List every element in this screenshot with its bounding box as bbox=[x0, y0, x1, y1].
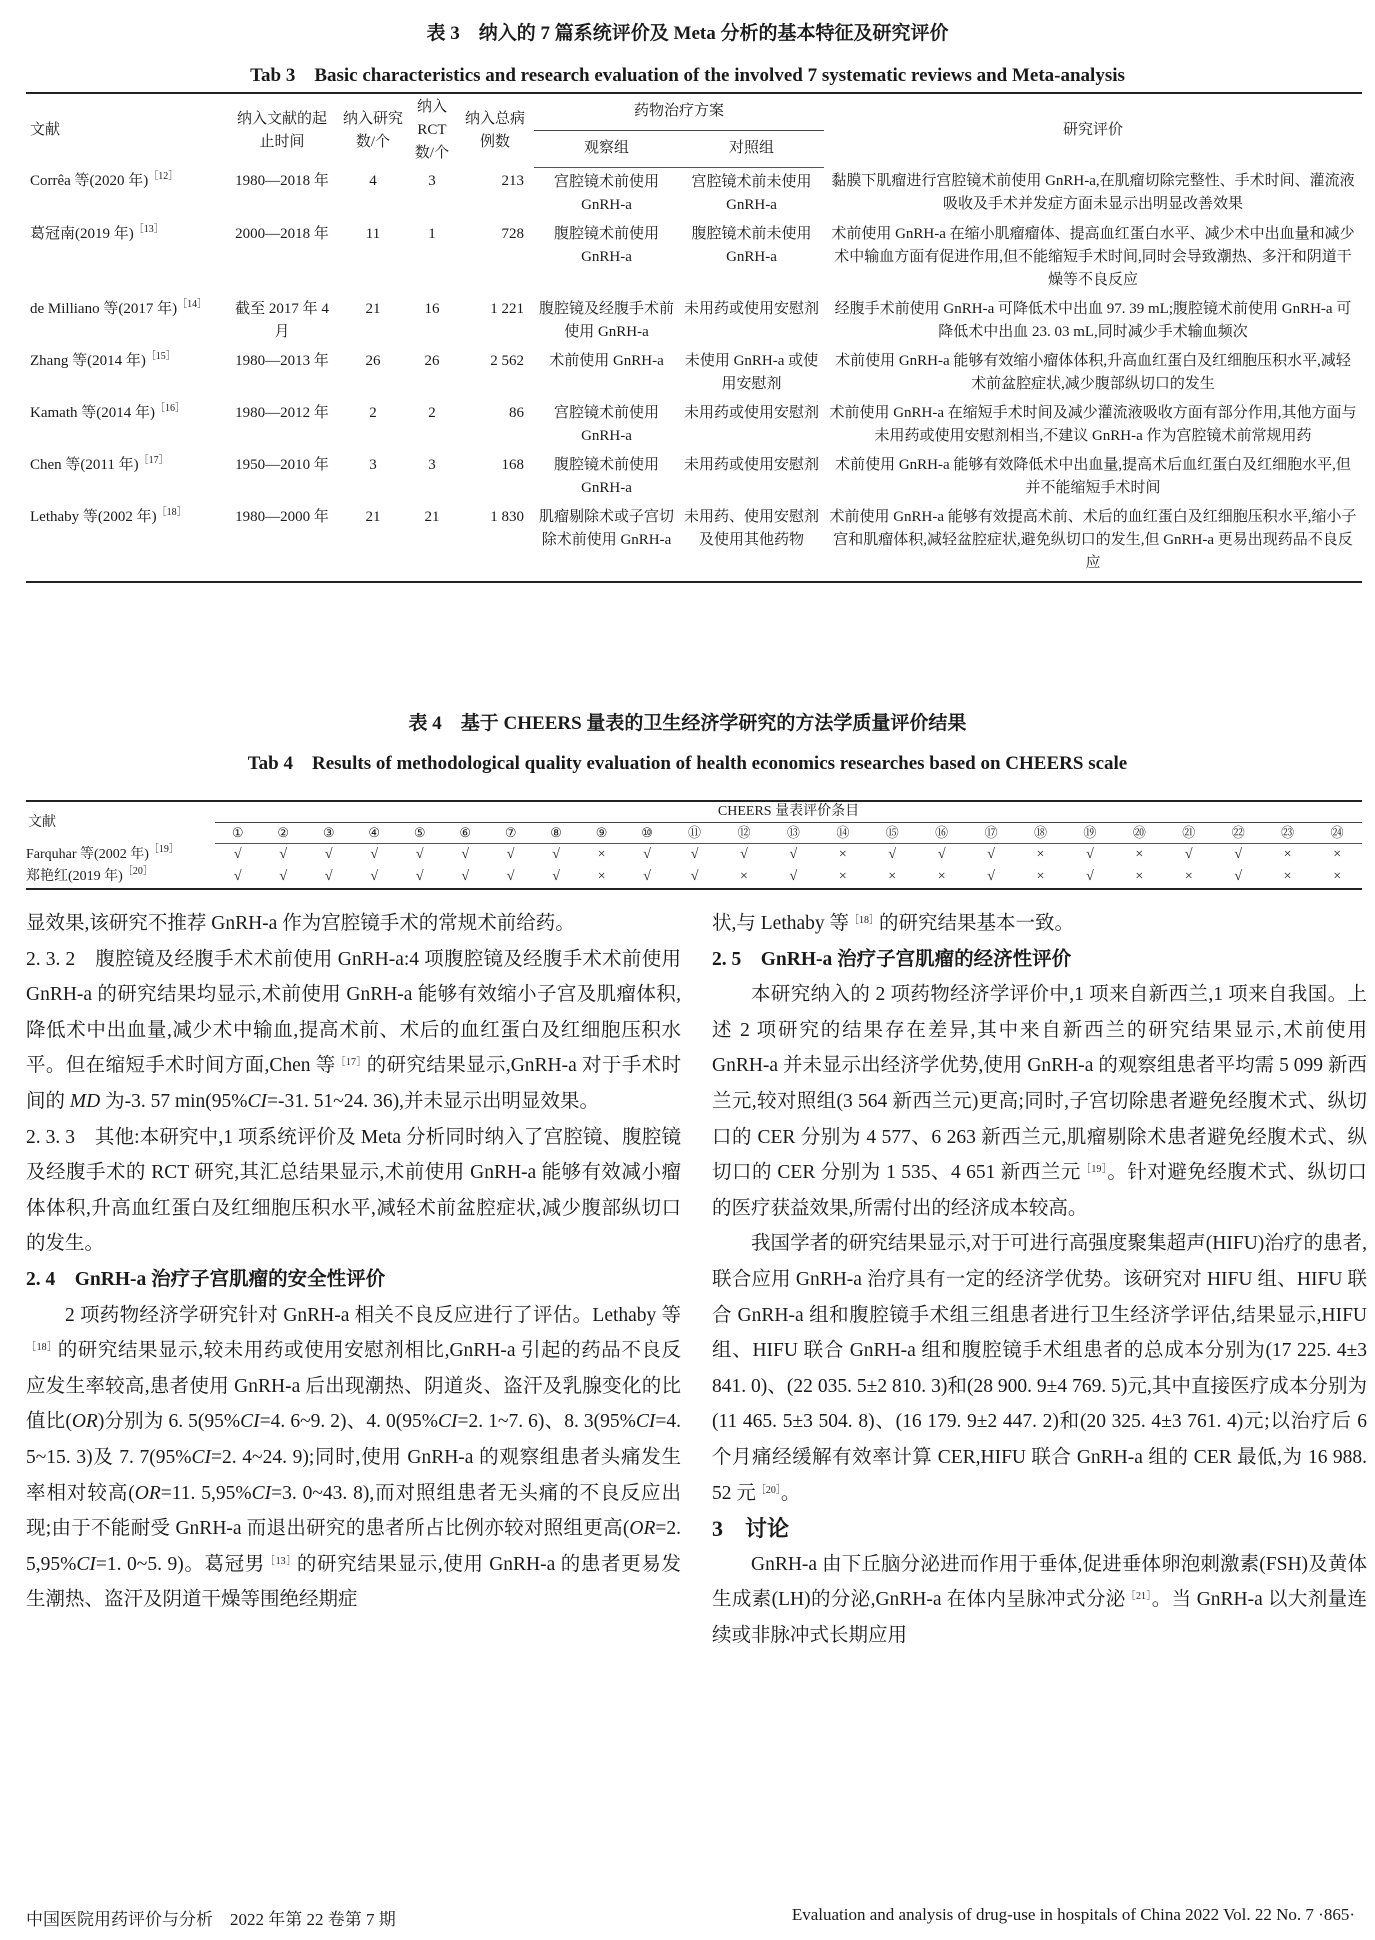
cell-rct bbox=[408, 451, 456, 503]
check-mark-icon: √ bbox=[397, 866, 442, 889]
tab3-caption-en: Tab 3 Basic characteristics and research evaluation of the involved 7 systematic reviews and Meta-analysis bbox=[250, 65, 1125, 86]
text: 。 bbox=[780, 1482, 801, 1504]
check-mark-icon: √ bbox=[690, 847, 699, 862]
text: =2. 1~7. 6)、8. 3(95% bbox=[457, 1411, 636, 1433]
paragraph bbox=[712, 1226, 1367, 1511]
header-cheers-items: CHEERS 量表评价条目 bbox=[215, 801, 1362, 823]
header-item: ⑩ bbox=[624, 823, 669, 844]
cell-cases-text: 1 830 bbox=[490, 508, 524, 525]
cell-studies-text: 21 bbox=[365, 300, 381, 317]
cell-studies bbox=[338, 399, 408, 451]
citation: ［15］ bbox=[145, 350, 176, 362]
cell-evaluation-text: 经腹手术前使用 GnRH-a 可降低术中出血 97. 39 mL;腹腔镜术前使用 GnRH-a 可降低术中出血 23. 03 mL,同时减少手术输血频次 bbox=[834, 300, 1352, 340]
check-mark-icon: √ bbox=[415, 847, 424, 862]
check-mark-icon: √ bbox=[937, 847, 946, 862]
citation: ［20］ bbox=[122, 866, 153, 877]
cell-reference-text: Kamath 等(2014 年) bbox=[30, 404, 155, 421]
citation: ［19］ bbox=[1080, 1164, 1108, 1176]
check-mark-icon: √ bbox=[506, 847, 515, 862]
cross-mark-icon: × bbox=[579, 866, 624, 889]
cell-evaluation-text: 术前使用 GnRH-a 能够有效缩小瘤体体积,升高血红蛋白及红细胞压积水平,减轻术前盆腔症状,减少腹部纵切口的发生 bbox=[835, 352, 1351, 392]
paragraph-2-3-2 bbox=[26, 942, 681, 1120]
cell-reference-text: Lethaby 等(2002 年) bbox=[30, 508, 157, 525]
cell-evaluation bbox=[824, 220, 1362, 295]
cell-evaluation-text: 术前使用 GnRH-a 能够有效降低术中出血量,提高术后血红蛋白及红细胞水平,但并不能缩短手术时间 bbox=[835, 456, 1351, 496]
check-mark-icon: √ bbox=[1213, 866, 1262, 889]
cell-rct-text: 2 bbox=[428, 404, 436, 421]
cell-rct bbox=[408, 220, 456, 295]
header-ctrl: 对照组 bbox=[679, 130, 824, 167]
cell-studies bbox=[338, 220, 408, 295]
cell-rct-text: 26 bbox=[424, 352, 440, 369]
cell-period bbox=[226, 347, 338, 399]
text: 的研究结果基本一致。 bbox=[879, 913, 1075, 934]
cell-rct bbox=[408, 295, 456, 347]
cell-period-text: 2000—2018 年 bbox=[235, 225, 329, 242]
header-item: ① bbox=[215, 823, 260, 844]
cell-period-text: 1980—2013 年 bbox=[235, 352, 329, 369]
citation: ［13］ bbox=[264, 1555, 297, 1567]
cross-mark-icon: × bbox=[597, 847, 606, 862]
cell-period bbox=[226, 451, 338, 503]
table-row bbox=[26, 503, 1362, 582]
italic-symbol: CI bbox=[247, 1090, 268, 1112]
cell-reference bbox=[26, 295, 226, 347]
header-cases: 纳入总病例数 bbox=[456, 93, 534, 167]
text: 4 项腹腔镜及经腹手术术前使用 GnRH-a 的研究结果均显示,术前使用 GnRH-a 能够有效缩小子宫及肌瘤体积,降低术中出血量,减少术中输血,提高术前、术后的血红蛋白及红细胞压积水平。但在缩短手术时间方面,Chen 等 bbox=[26, 948, 681, 1077]
check-mark-icon: √ bbox=[370, 847, 379, 862]
cell-studies bbox=[338, 503, 408, 582]
cell-cases bbox=[456, 220, 534, 295]
text: =3. 0~43. 8),而对照组患者无头痛的不良反应出现;由于不能耐受 GnRH-a 而退出研究的患者所占比例亦较对照组更高( bbox=[26, 1482, 681, 1540]
cell-observation-group-text: 肌瘤剔除术或子宫切除术前使用 GnRH-a bbox=[538, 508, 674, 548]
cross-mark-icon: × bbox=[917, 866, 966, 889]
cell-rct-text: 3 bbox=[428, 173, 436, 189]
cell-control-group bbox=[679, 503, 824, 582]
cell-reference bbox=[26, 167, 226, 220]
italic-symbol: MD bbox=[69, 1090, 101, 1112]
check-mark-icon: √ bbox=[769, 866, 818, 889]
italic-symbol: OR bbox=[134, 1482, 161, 1504]
cross-mark-icon: × bbox=[1283, 847, 1292, 862]
italic-symbol: OR bbox=[629, 1518, 656, 1540]
cell-rct bbox=[408, 503, 456, 582]
paragraph bbox=[26, 906, 681, 942]
header-item: ⑫ bbox=[719, 823, 768, 844]
header-period: 纳入文献的起止时间 bbox=[226, 93, 338, 167]
cell-reference bbox=[26, 399, 226, 451]
table-row bbox=[26, 451, 1362, 503]
cross-mark-icon: × bbox=[719, 866, 768, 889]
cell-studies-text: 4 bbox=[369, 173, 377, 189]
text: =1. 0~5. 9)。葛冠男 bbox=[95, 1553, 265, 1575]
section-heading-2-5: 2. 5 GnRH-a 治疗子宫肌瘤的经济性评价 bbox=[712, 948, 1072, 970]
text: 。针对避免经腹术式、纵切口的医疗获益效果,所需付出的经济成本较高。 bbox=[712, 1162, 1367, 1219]
cell-period-text: 1980—2012 年 bbox=[235, 404, 329, 421]
cell-period bbox=[226, 295, 338, 347]
header-studies: 纳入研究数/个 bbox=[338, 93, 408, 167]
header-item: ⑬ bbox=[769, 823, 818, 844]
cell-cases bbox=[456, 347, 534, 399]
cell-evaluation bbox=[824, 295, 1362, 347]
cell-observation-group bbox=[534, 399, 679, 451]
paragraph-2-3-3 bbox=[26, 1120, 681, 1262]
check-mark-icon: √ bbox=[1184, 847, 1193, 862]
text: 的研究结果显示,使用 GnRH-a 的患者更易发生潮热、盗汗及阴道干燥等围绝经期症 bbox=[26, 1553, 681, 1611]
italic-symbol: OR bbox=[71, 1411, 98, 1433]
cell-evaluation bbox=[824, 503, 1362, 582]
cell-reference-text: Zhang 等(2014 年) bbox=[30, 352, 146, 369]
tab3-caption-cn: 表 3 纳入的 7 篇系统评价及 Meta 分析的基本特征及研究评价 bbox=[426, 23, 949, 44]
cell-control-group-text: 未用药或使用安慰剂 bbox=[683, 300, 819, 317]
cell-period bbox=[226, 167, 338, 220]
body-left-column bbox=[26, 906, 681, 1618]
table-row bbox=[26, 399, 1362, 451]
text: 2 项药物经济学研究针对 GnRH-a 相关不良反应进行了评估。Lethaby 等 bbox=[65, 1304, 681, 1326]
cell-observation-group bbox=[534, 503, 679, 582]
cell-rct-text: 1 bbox=[428, 225, 436, 242]
cell-studies-text: 21 bbox=[365, 508, 381, 525]
cell-rct-text: 21 bbox=[424, 508, 440, 525]
cell-control-group bbox=[679, 220, 824, 295]
italic-symbol: CI bbox=[76, 1553, 96, 1575]
check-mark-icon: √ bbox=[533, 866, 578, 889]
header-eval: 研究评价 bbox=[824, 93, 1362, 167]
cell-rct bbox=[408, 399, 456, 451]
text: 我国学者的研究结果显示,对于可进行高强度聚集超声(HIFU)治疗的患者,联合应用 GnRH-a 治疗具有一定的经济学优势。该研究对 HIFU 组、HIFU 联合 GnRH-a 组和腹腔镜手术组三组患者进行卫生经济学评估,结果显示,HIFU 组、HIFU 联合 GnRH-a 组和腹腔镜手术组患者的总成本分别为(17 225. 4±3 841. 0)、(22 035. 5±2 810. 3)和(28 900. 9±4 769. 5)元,其中直接医疗成本分别为(11 465. 5±3 504. 8)、(16 179. 9±2 447. 2)和(20 325. 4±3 761. 4)元;以治疗后 6 个月痛经缓解有效率计算 CER,HIFU 联合 GnRH-a 组的 CER 最低,为 16 988. 52 元 bbox=[712, 1233, 1367, 1504]
cell-reference-text: 葛冠南(2019 年) bbox=[30, 225, 134, 242]
citation: ［18］ bbox=[849, 915, 880, 926]
header-item: ㉓ bbox=[1263, 823, 1312, 844]
tab4-caption-en: Tab 4 Results of methodological quality evaluation of health economics researches based on CHEERS scale bbox=[247, 753, 1128, 774]
citation: ［16］ bbox=[154, 402, 185, 414]
table-row bbox=[26, 167, 1362, 220]
cell-control-group-text: 未使用 GnRH-a 或使用安慰剂 bbox=[684, 352, 819, 392]
text: GnRH-a 由下丘脑分泌进而作用于垂体,促进垂体卵泡刺激素(FSH)及黄体生成素(LH)的分泌,GnRH-a 在体内呈脉冲式分泌 bbox=[712, 1553, 1367, 1611]
cell-reference bbox=[26, 220, 226, 295]
cross-mark-icon: × bbox=[838, 847, 847, 862]
cell-reference bbox=[26, 503, 226, 582]
table-row bbox=[26, 295, 1362, 347]
cell-studies bbox=[338, 451, 408, 503]
subsection-heading: 2. 3. 2 腹腔镜及经腹手术术前使用 GnRH-a: bbox=[26, 948, 410, 970]
cell-control-group-text: 未用药或使用安慰剂 bbox=[683, 456, 819, 473]
citation: ［13］ bbox=[133, 223, 164, 235]
header-item: ⑳ bbox=[1115, 823, 1164, 844]
header-item: ② bbox=[260, 823, 305, 844]
cell-period bbox=[226, 399, 338, 451]
cross-mark-icon: × bbox=[1115, 866, 1164, 889]
check-mark-icon: √ bbox=[966, 866, 1015, 889]
header-obs: 观察组 bbox=[534, 130, 679, 167]
text: =2. 4~24. 9);同时,使用 GnRH-a 的观察组患者头痛发生率相对较高( bbox=[26, 1446, 681, 1504]
cell-control-group-text: 未用药或使用安慰剂 bbox=[683, 404, 819, 421]
cross-mark-icon: × bbox=[1016, 866, 1065, 889]
italic-symbol: CI bbox=[635, 1411, 656, 1433]
check-mark-icon: √ bbox=[306, 866, 351, 889]
header-item: ㉒ bbox=[1213, 823, 1262, 844]
italic-symbol: CI bbox=[191, 1446, 211, 1468]
check-mark-icon: √ bbox=[488, 866, 533, 889]
cross-mark-icon: × bbox=[1164, 866, 1213, 889]
cell-cases bbox=[456, 399, 534, 451]
check-mark-icon: √ bbox=[789, 847, 798, 862]
table-row bbox=[26, 844, 1362, 867]
cell-control-group-text: 宫腔镜术前未使用 GnRH-a bbox=[691, 173, 812, 213]
check-mark-icon: √ bbox=[442, 866, 487, 889]
header-item: ⑦ bbox=[488, 823, 533, 844]
check-mark-icon: √ bbox=[888, 847, 897, 862]
header-item: ③ bbox=[306, 823, 351, 844]
cell-observation-group-text: 宫腔镜术前使用 GnRH-a bbox=[553, 173, 659, 213]
cell-period-text: 1950—2010 年 bbox=[235, 456, 329, 473]
check-mark-icon: √ bbox=[215, 866, 260, 889]
cell-period-text: 截至 2017 年 4 月 bbox=[235, 300, 329, 340]
check-mark-icon: √ bbox=[233, 847, 242, 862]
text: 。当 GnRH-a 以大剂量连续或非脉冲式长期应用 bbox=[712, 1589, 1367, 1646]
header-drug-plan: 药物治疗方案 bbox=[534, 93, 824, 130]
cell-reference bbox=[26, 451, 226, 503]
cell-period bbox=[226, 220, 338, 295]
cell-control-group bbox=[679, 295, 824, 347]
check-mark-icon: √ bbox=[670, 866, 719, 889]
header-item: ⑤ bbox=[397, 823, 442, 844]
body-right-column bbox=[712, 906, 1367, 1653]
cell-control-group bbox=[679, 167, 824, 220]
cell-rct-text: 16 bbox=[424, 300, 440, 317]
cell-observation-group bbox=[534, 451, 679, 503]
text: =4. 5~15. 3)及 7. 7(95% bbox=[26, 1411, 682, 1468]
cell-cases-text: 86 bbox=[509, 404, 524, 421]
cell-control-group bbox=[679, 347, 824, 399]
cell-control-group-text: 腹腔镜术前未使用 GnRH-a bbox=[691, 225, 812, 265]
header-item: ⑪ bbox=[670, 823, 719, 844]
cell-evaluation bbox=[824, 451, 1362, 503]
tab4-caption-cn: 表 4 基于 CHEERS 量表的卫生经济学研究的方法学质量评价结果 bbox=[408, 713, 967, 734]
cell-observation-group bbox=[534, 347, 679, 399]
cell-studies-text: 3 bbox=[369, 456, 377, 473]
cell-reference-text: de Milliano 等(2017 年) bbox=[30, 300, 178, 317]
header-item: ㉑ bbox=[1164, 823, 1213, 844]
cell-evaluation bbox=[824, 167, 1362, 220]
cell-rct-text: 3 bbox=[428, 456, 436, 473]
cell-observation-group bbox=[534, 167, 679, 220]
italic-symbol: CI bbox=[438, 1411, 458, 1433]
table-row bbox=[26, 866, 1362, 889]
text: 显效果,该研究不推荐 GnRH-a 作为宫腔镜手术的常规术前给药。 bbox=[26, 913, 575, 934]
check-mark-icon: √ bbox=[552, 847, 560, 862]
check-mark-icon: √ bbox=[279, 847, 288, 862]
cell-reference bbox=[26, 347, 226, 399]
header-item: ⑨ bbox=[579, 823, 624, 844]
check-mark-icon: √ bbox=[260, 866, 305, 889]
cell-cases bbox=[456, 167, 534, 220]
cell-rct bbox=[408, 167, 456, 220]
cell-studies bbox=[338, 295, 408, 347]
cell-cases bbox=[456, 295, 534, 347]
cell-cases-text: 213 bbox=[501, 173, 524, 189]
check-mark-icon: √ bbox=[987, 847, 995, 862]
check-mark-icon: √ bbox=[324, 847, 333, 862]
cell-studies-text: 26 bbox=[365, 352, 381, 369]
cell-studies-text: 11 bbox=[365, 225, 381, 242]
text: )分别为 6. 5(95% bbox=[97, 1411, 241, 1433]
text: =11. 5,95% bbox=[160, 1482, 252, 1504]
text: 状,与 Lethaby 等 bbox=[712, 913, 850, 934]
cross-mark-icon: × bbox=[1263, 866, 1312, 889]
cell-evaluation-text: 术前使用 GnRH-a 能够有效提高术前、术后的血红蛋白及红细胞压积水平,缩小子宫和肌瘤体积,减轻盆腔症状,避免纵切口的发生,但 GnRH-a 更易出现药品不良反应 bbox=[829, 508, 1357, 571]
cell-rct bbox=[408, 347, 456, 399]
header-ref: 文献 bbox=[26, 93, 226, 167]
italic-symbol: CI bbox=[251, 1482, 272, 1504]
citation: ［17］ bbox=[138, 454, 169, 466]
text: 的研究结果显示,GnRH-a 对于手术时间的 bbox=[26, 1055, 682, 1112]
cell-cases bbox=[456, 503, 534, 582]
cross-mark-icon: × bbox=[1036, 847, 1045, 862]
header-item: ⑲ bbox=[1065, 823, 1114, 844]
paragraph bbox=[712, 977, 1367, 1226]
cell-studies-text: 2 bbox=[369, 404, 377, 421]
cell-studies bbox=[338, 167, 408, 220]
check-mark-icon: √ bbox=[461, 847, 469, 862]
check-mark-icon: √ bbox=[740, 847, 748, 862]
cell-reference-text: Corrêa 等(2020 年) bbox=[30, 173, 149, 189]
cell-evaluation-text: 术前使用 GnRH-a 在缩短手术时间及减少灌流液吸收方面有部分作用,其他方面与未用药或使用安慰剂相当,不建议 GnRH-a 作为宫腔镜术前常规用药 bbox=[829, 404, 1357, 444]
header-rct: 纳入RCT数/个 bbox=[408, 93, 456, 167]
cell-observation-group bbox=[534, 295, 679, 347]
cell-observation-group-text: 腹腔镜术前使用 GnRH-a bbox=[553, 225, 659, 265]
citation: ［19］ bbox=[148, 843, 179, 855]
table-4 bbox=[26, 800, 1362, 890]
text: =-31. 51~24. 36),并未显示出明显效果。 bbox=[267, 1090, 599, 1112]
header-item: ⑯ bbox=[917, 823, 966, 844]
table-row bbox=[26, 220, 1362, 295]
cell-period-text: 1980—2000 年 bbox=[235, 508, 329, 525]
cell-observation-group-text: 术前使用 GnRH-a bbox=[549, 352, 664, 369]
table-3 bbox=[26, 92, 1362, 583]
citation: ［18］ bbox=[26, 1342, 58, 1354]
cell-observation-group-text: 宫腔镜术前使用 GnRH-a bbox=[553, 404, 659, 444]
header-item: ⑱ bbox=[1016, 823, 1065, 844]
citation: ［14］ bbox=[177, 298, 208, 310]
text: 的研究结果显示,较未用药或使用安慰剂相比,GnRH-a 引起的药品不良反应发生率较高,患者使用 GnRH-a 后出现潮热、阴道炎、盗汗及乳腺变化的比值比( bbox=[26, 1340, 682, 1433]
text: 本研究纳入的 2 项药物经济学评价中,1 项来自新西兰,1 项来自我国。上述 2 项研究的结果存在差异,其中来自新西兰的研究结果显示,术前使用 GnRH-a 并未显示出经济学优势,使用 GnRH-a 的观察组患者平均需 5 099 新西兰元,较对照组(3 564 新西兰元)更高;同时,子宫切除患者避免经腹术式、纵切口的 CER 分别为 4 577、6 263 新西兰元,肌瘤剔除术患者避免经腹术式、纵切口的 CER 分别为 1 535、4 651 新西兰元 bbox=[712, 984, 1367, 1184]
cell-cases-text: 168 bbox=[501, 456, 524, 473]
header-ref: 文献 bbox=[26, 801, 215, 844]
cross-mark-icon: × bbox=[1312, 866, 1362, 889]
citation: ［18］ bbox=[156, 506, 187, 518]
citation: ［21］ bbox=[1125, 1591, 1152, 1603]
footer-journal-en: Evaluation and analysis of drug-use in hospitals of China 2022 Vol. 22 No. 7 ·865· bbox=[791, 1905, 1355, 1924]
cell-reference bbox=[26, 866, 215, 889]
check-mark-icon: √ bbox=[351, 866, 396, 889]
check-mark-icon: √ bbox=[1086, 847, 1094, 862]
cell-evaluation-text: 黏膜下肌瘤进行宫腔镜术前使用 GnRH-a,在肌瘤切除完整性、手术时间、灌流液吸收及手术并发症方面未显示出明显改善效果 bbox=[831, 173, 1355, 212]
section-heading-2-4: 2. 4 GnRH-a 治疗子宫肌瘤的安全性评价 bbox=[26, 1268, 386, 1290]
header-item: ⑮ bbox=[868, 823, 917, 844]
text: 为-3. 57 min(95% bbox=[105, 1090, 248, 1112]
citation: ［17］ bbox=[335, 1057, 367, 1069]
text: 本研究中,1 项系统评价及 Meta 分析同时纳入了宫腔镜、腹腔镜及经腹手术的 RCT 研究,其汇总结果显示,术前使用 GnRH-a 能够有效减小瘤体体积,升高血红蛋白及红细胞压积水平,减轻术前盆腔症状,减少腹部纵切口的发生。 bbox=[26, 1126, 681, 1255]
cell-control-group bbox=[679, 399, 824, 451]
text: =2. 5,95% bbox=[26, 1518, 681, 1575]
cell-period-text: 1980—2018 年 bbox=[235, 173, 329, 189]
cell-observation-group bbox=[534, 220, 679, 295]
citation: ［12］ bbox=[148, 171, 179, 182]
italic-symbol: CI bbox=[240, 1411, 260, 1433]
cell-evaluation bbox=[824, 399, 1362, 451]
header-item: ⑭ bbox=[818, 823, 867, 844]
cross-mark-icon: × bbox=[868, 866, 917, 889]
header-item: ④ bbox=[351, 823, 396, 844]
header-item: ㉔ bbox=[1312, 823, 1362, 844]
cell-observation-group-text: 腹腔镜术前使用 GnRH-a bbox=[553, 456, 659, 496]
paragraph bbox=[712, 906, 1367, 942]
cell-reference-text: 郑艳红(2019 年) bbox=[26, 869, 123, 884]
paragraph bbox=[712, 1547, 1367, 1654]
cross-mark-icon: × bbox=[1135, 847, 1144, 862]
cell-cases bbox=[456, 451, 534, 503]
cross-mark-icon: × bbox=[1333, 847, 1342, 862]
cell-reference bbox=[26, 844, 215, 867]
check-mark-icon: √ bbox=[624, 866, 669, 889]
cell-reference-text: Farquhar 等(2002 年) bbox=[26, 846, 149, 862]
cell-period bbox=[226, 503, 338, 582]
cell-evaluation bbox=[824, 347, 1362, 399]
citation: ［20］ bbox=[755, 1484, 781, 1496]
check-mark-icon: √ bbox=[1065, 866, 1114, 889]
cell-control-group bbox=[679, 451, 824, 503]
header-item: ⑧ bbox=[533, 823, 578, 844]
section-heading-3: 3 讨论 bbox=[712, 1516, 790, 1542]
text: =4. 6~9. 2)、4. 0(95% bbox=[259, 1411, 439, 1433]
check-mark-icon: √ bbox=[643, 847, 651, 862]
check-mark-icon: √ bbox=[1234, 847, 1243, 862]
footer-journal-cn: 中国医院用药评价与分析 2022 年第 22 卷第 7 期 bbox=[26, 1910, 396, 1929]
subsection-heading: 2. 3. 3 其他: bbox=[26, 1126, 140, 1148]
paragraph bbox=[26, 1298, 681, 1618]
header-item: ⑥ bbox=[442, 823, 487, 844]
cell-cases-text: 2 562 bbox=[490, 352, 524, 369]
cell-evaluation-text: 术前使用 GnRH-a 在缩小肌瘤瘤体、提高血红蛋白水平、减少术中出血量和减少术中输血方面有促进作用,但不能缩短手术时间,同时会导致潮热、多汗和阴道干燥等不良反应 bbox=[831, 225, 1355, 288]
table-row bbox=[26, 347, 1362, 399]
header-item: ⑰ bbox=[966, 823, 1015, 844]
cell-studies bbox=[338, 347, 408, 399]
cell-observation-group-text: 腹腔镜及经腹手术前使用 GnRH-a bbox=[538, 300, 674, 340]
cell-reference-text: Chen 等(2011 年) bbox=[30, 456, 139, 473]
cross-mark-icon: × bbox=[818, 866, 867, 889]
cell-cases-text: 1 221 bbox=[490, 300, 524, 317]
cell-control-group-text: 未用药、使用安慰剂及使用其他药物 bbox=[683, 508, 819, 548]
cell-cases-text: 728 bbox=[501, 225, 524, 242]
